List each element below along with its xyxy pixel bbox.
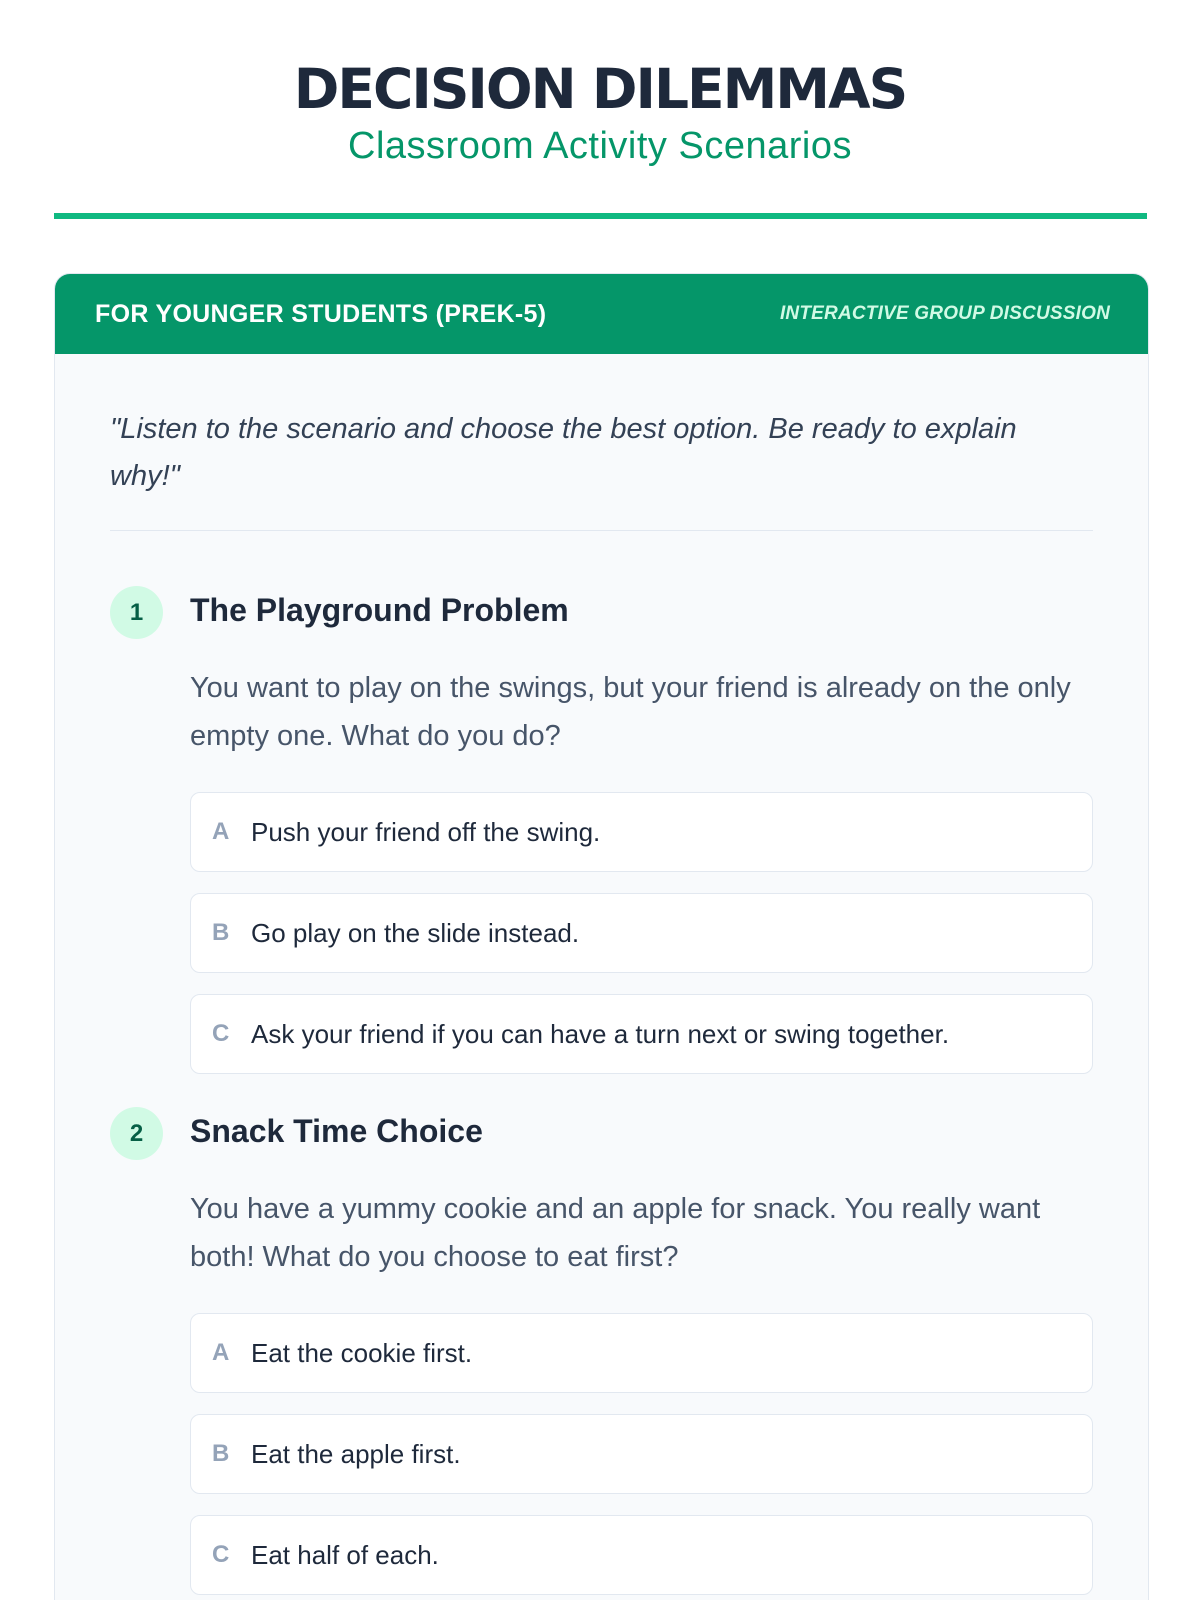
option-c[interactable]: [190, 994, 1093, 1074]
instruction-text: "Listen to the scenario and choose the best option. Be ready to explain why!": [110, 354, 1093, 531]
option-letter: B: [212, 919, 230, 946]
page-title: DECISION DILEMMAS: [293, 57, 907, 121]
page-header: [0, 0, 1200, 170]
scenario-prompt: You have a yummy cookie and an apple for snack. You really want both! What do you choose to eat first?: [190, 1193, 1041, 1273]
activity-mode-label: INTERACTIVE GROUP DISCUSSION: [779, 303, 1110, 324]
scenario-title: Snack Time Choice: [190, 1113, 483, 1149]
audience-label: FOR YOUNGER STUDENTS (PREK-5): [95, 299, 547, 328]
header-divider: [54, 213, 1147, 219]
option-text: Eat the apple first.: [251, 1438, 461, 1469]
option-c[interactable]: [190, 1515, 1093, 1595]
option-text: Push your friend off the swing.: [251, 816, 601, 847]
scenario-number-badge: 2: [110, 1107, 163, 1160]
option-text: Eat half of each.: [251, 1539, 439, 1570]
option-letter: C: [212, 1020, 230, 1047]
option-a[interactable]: [190, 1313, 1093, 1393]
option-text: Go play on the slide instead.: [251, 917, 580, 948]
option-letter: C: [212, 1541, 230, 1568]
scenario-title: The Playground Problem: [190, 592, 569, 628]
option-text: Ask your friend if you can have a turn next or swing together.: [251, 1018, 950, 1049]
option-b[interactable]: [190, 893, 1093, 973]
scenario: [110, 1107, 1093, 1595]
scenario-prompt: You want to play on the swings, but your friend is already on the only empty one. What do you do?: [190, 672, 1071, 752]
option-a[interactable]: [190, 792, 1093, 872]
activity-card: [54, 273, 1149, 1600]
option-letter: A: [212, 1339, 230, 1366]
option-text: Eat the cookie first.: [251, 1337, 473, 1368]
page-subtitle: Classroom Activity Scenarios: [348, 125, 852, 167]
scenario-number-badge: 1: [110, 586, 163, 639]
scenario: [110, 586, 1093, 1074]
card-header: [55, 274, 1148, 354]
option-b[interactable]: [190, 1414, 1093, 1494]
option-letter: A: [212, 818, 230, 845]
option-letter: B: [212, 1440, 230, 1467]
